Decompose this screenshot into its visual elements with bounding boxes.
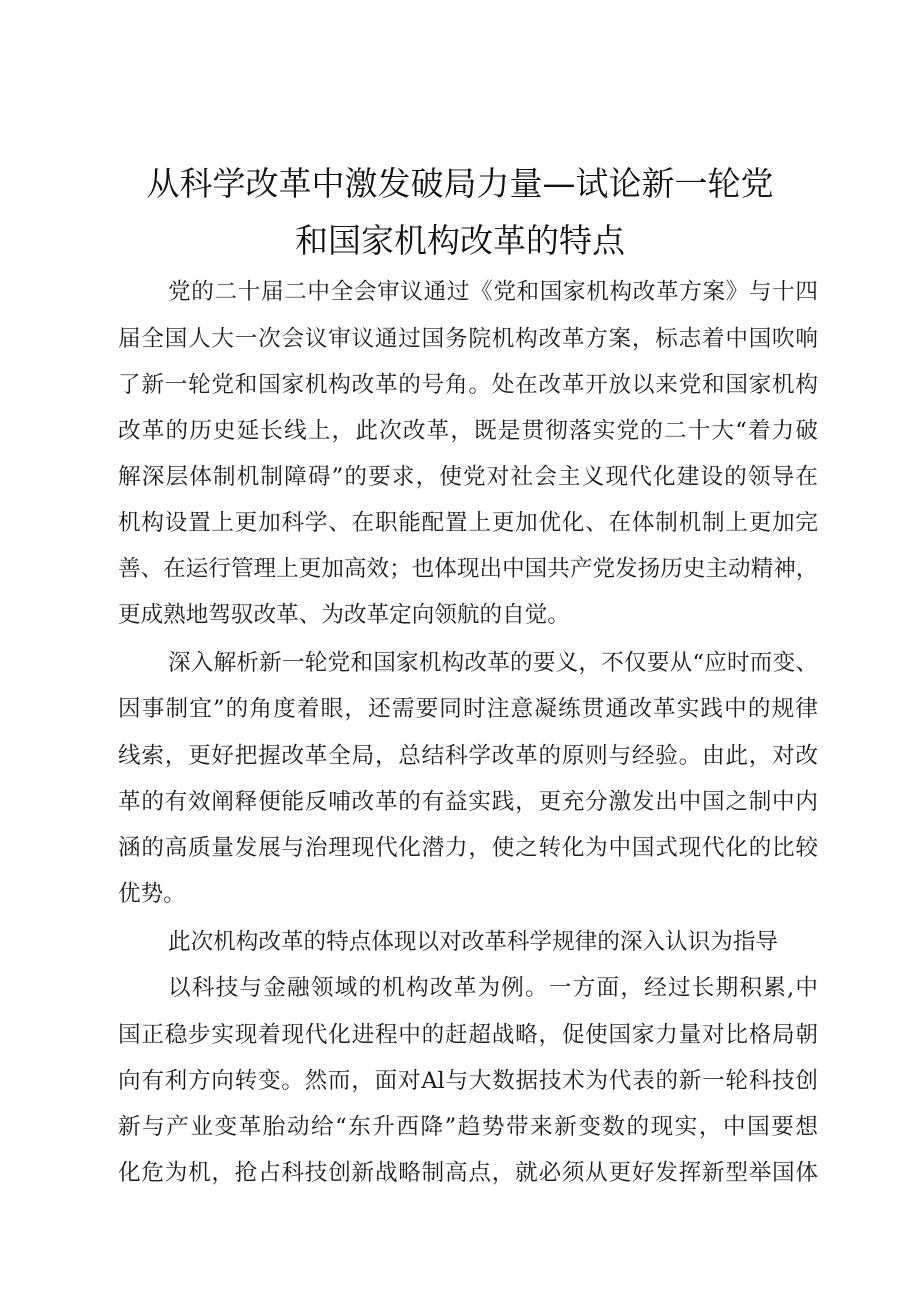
paragraph-1-line: 机构设置上更加科学、在职能配置上更加优化、在体制机制上更加完 <box>118 510 818 536</box>
document-title-line-2: 和国家机构改革的特点 <box>295 221 625 260</box>
paragraph-1-line: 善、在运行管理上更加高效；也体现出中国共产党发扬历史主动精神， <box>118 556 818 582</box>
paragraph-3-line: 国正稳步实现着现代化进程中的赶超战略，促使国家力量对比格局朝 <box>118 1022 818 1048</box>
paragraph-1-line: 更成熟地驾驭改革、为改革定向领航的自觉。 <box>118 602 570 628</box>
paragraph-1-line: 改革的历史延长线上，此次改革，既是贯彻落实党的二十大“着力破 <box>118 418 818 444</box>
paragraph-2-line: 因事制宜”的角度着眼，还需要同时注意凝练贯通改革实践中的规律 <box>118 696 818 722</box>
paragraph-2-line: 深入解析新一轮党和国家机构改革的要义，不仅要从“应时而变、 <box>168 650 818 676</box>
paragraph-3-line: 以科技与金融领域的机构改革为例。一方面，经过长期积累,中 <box>168 975 818 1001</box>
document-title-line-1: 从科学改革中激发破局力量—试论新一轮党 <box>146 164 774 203</box>
paragraph-3-line: 化危为机，抢占科技创新战略制高点，就必须从更好发挥新型举国体 <box>118 1160 818 1186</box>
paragraph-1-line: 解深层体制机制障碍”的要求，使党对社会主义现代化建设的领导在 <box>118 464 818 490</box>
paragraph-2-line: 线索，更好把握改革全局，总结科学改革的原则与经验。由此，对改 <box>118 743 818 769</box>
paragraph-2-line: 革的有效阐释便能反哺改革的有益实践，更充分激发出中国之制中内 <box>118 789 818 815</box>
paragraph-2-line: 涵的高质量发展与治理现代化潜力，使之转化为中国式现代化的比较 <box>118 835 818 861</box>
paragraph-1-line: 党的二十届二中全会审议通过《党和国家机构改革方案》与十四 <box>168 279 818 305</box>
paragraph-1-line: 了新一轮党和国家机构改革的号角。处在改革开放以来党和国家机构 <box>118 372 818 398</box>
section-subheading: 此次机构改革的特点体现以对改革科学规律的深入认识为指导 <box>168 929 779 955</box>
paragraph-1-line: 届全国人大一次会议审议通过国务院机构改革方案，标志着中国吹响 <box>118 326 818 352</box>
paragraph-3-line: 新与产业变革胎动给“东升西降”趋势带来新变数的现实，中国要想 <box>118 1114 818 1140</box>
paragraph-3-line: 向有利方向转变。然而，面对Al与大数据技术为代表的新一轮科技创 <box>118 1068 818 1094</box>
paragraph-2-line: 优势。 <box>118 881 186 907</box>
